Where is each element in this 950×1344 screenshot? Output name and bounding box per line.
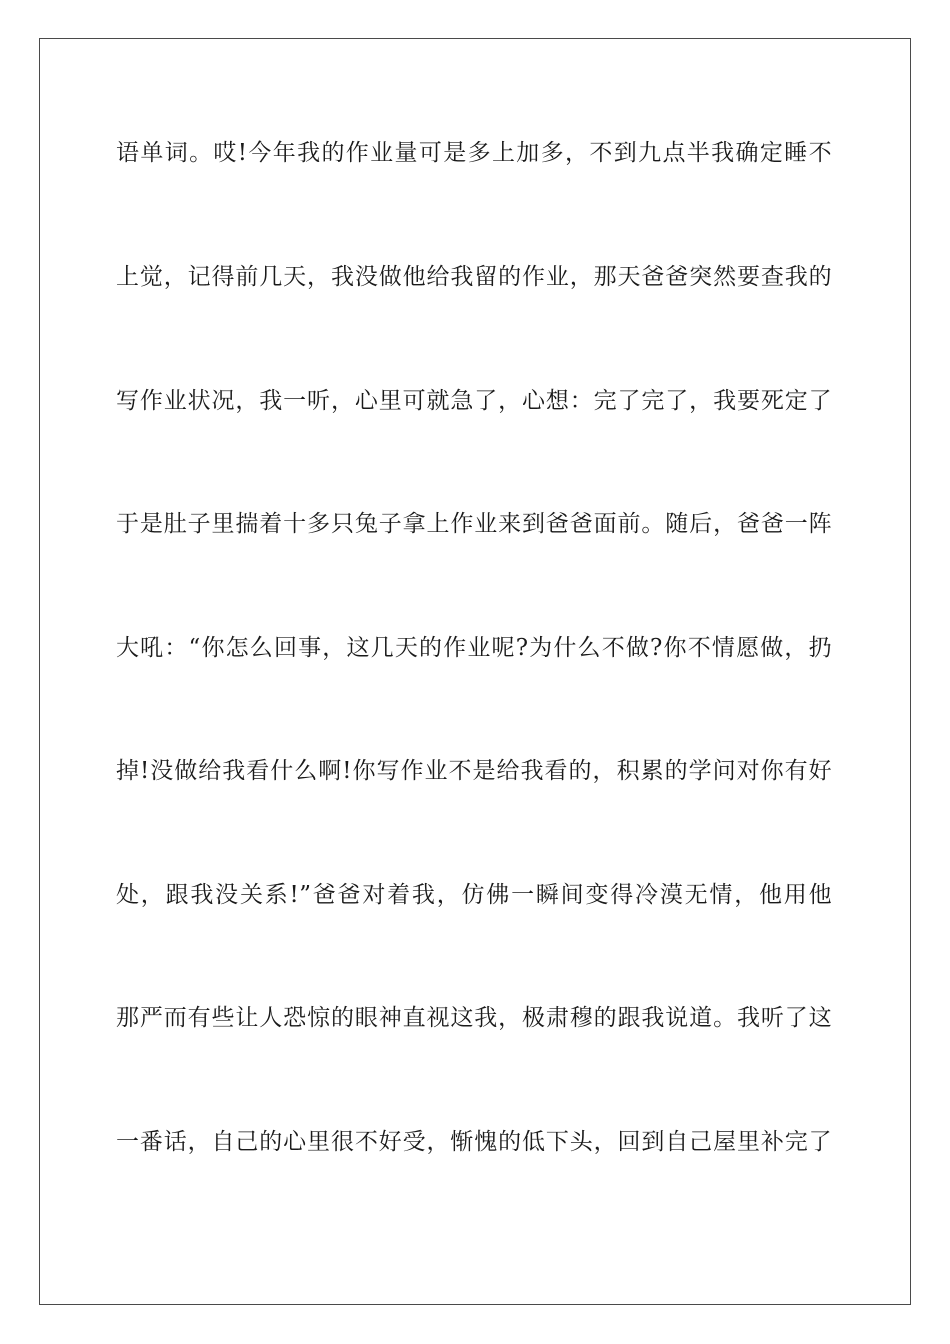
page-border xyxy=(39,38,911,1305)
text-line: 于是肚子里揣着十多只兔子拿上作业来到爸爸面前。随后，爸爸一阵 xyxy=(116,511,832,537)
text-line: 那严而有些让人恐惊的眼神直视这我，极肃穆的跟我说道。我听了这 xyxy=(116,1005,832,1031)
text-line: 上觉，记得前几天，我没做他给我留的作业，那天爸爸突然要查我的 xyxy=(116,264,832,290)
text-line: 处，跟我没关系!”爸爸对着我，仿佛一瞬间变得冷漠无情，他用他 xyxy=(116,882,832,908)
text-line: 掉!没做给我看什么啊!你写作业不是给我看的，积累的学问对你有好 xyxy=(116,758,832,784)
text-line: 语单词。哎!今年我的作业量可是多上加多，不到九点半我确定睡不 xyxy=(116,140,832,166)
text-line: 一番话，自己的心里很不好受，惭愧的低下头，回到自己屋里补完了 xyxy=(116,1129,832,1155)
text-line: 写作业状况，我一听，心里可就急了，心想：完了完了，我要死定了 xyxy=(116,388,832,414)
text-line: 大吼：“你怎么回事，这几天的作业呢?为什么不做?你不情愿做，扔 xyxy=(116,635,832,661)
